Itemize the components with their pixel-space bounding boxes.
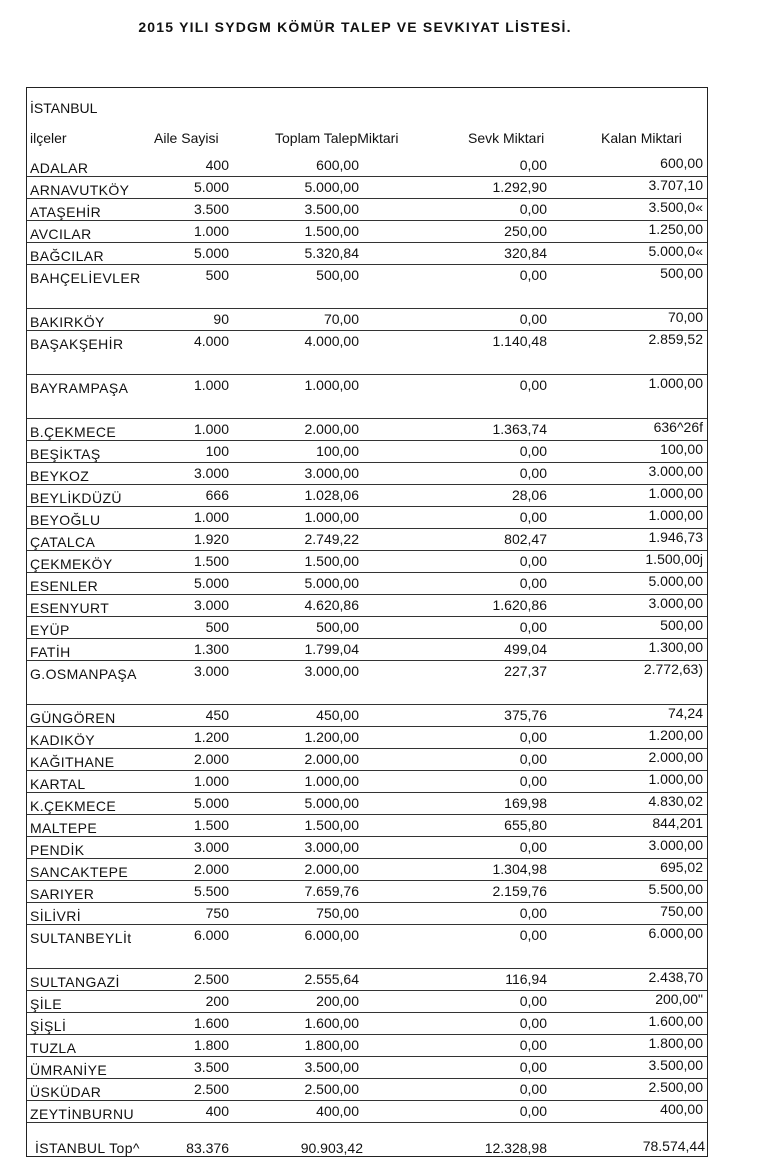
district-name: SULTANBEYLİt [30, 930, 132, 946]
family-count: 1.920 [193, 531, 229, 547]
family-count: 5.000 [193, 795, 229, 811]
table-row [27, 925, 707, 969]
district-name: BEŞİKTAŞ [30, 446, 101, 462]
remaining-amount: 2.500,00 [648, 1079, 703, 1095]
remaining-amount: 200,00" [655, 991, 703, 1007]
district-name: ZEYTİNBURNU [30, 1106, 134, 1122]
district-name: ATAŞEHİR [30, 204, 102, 220]
remaining-amount: 1.000,00 [648, 485, 703, 501]
shipped-amount: 499,04 [504, 641, 547, 657]
table-row [27, 749, 707, 771]
table-row [27, 991, 707, 1013]
total-demand: 70,00 [323, 311, 359, 327]
district-name: ADALAR [30, 160, 89, 176]
remaining-amount: 1.000,00 [648, 771, 703, 787]
header-remaining: Kalan Miktari [601, 130, 682, 146]
district-name: ŞİLE [30, 996, 62, 1012]
total-demand: 1.200,00 [304, 729, 359, 745]
table-row [27, 463, 707, 485]
table-row [27, 771, 707, 793]
remaining-amount: 400,00 [660, 1101, 703, 1117]
remaining-amount: 74,24 [667, 705, 703, 721]
family-count: 400 [205, 1103, 229, 1119]
header-shipped: Sevk Miktari [468, 130, 545, 146]
remaining-amount: 600,00 [660, 155, 703, 171]
district-name: TUZLA [30, 1040, 77, 1056]
shipped-amount: 0,00 [519, 201, 547, 217]
total-demand: 5.000,00 [304, 575, 359, 591]
total-demand: 2.500,00 [304, 1081, 359, 1097]
family-count: 3.000 [193, 597, 229, 613]
family-count: 1.000 [193, 773, 229, 789]
remaining-amount: 1.200,00 [648, 727, 703, 743]
total-demand: 3.000,00 [304, 465, 359, 481]
remaining-amount: 695,02 [660, 859, 703, 875]
shipped-amount: 2.159,76 [492, 883, 547, 899]
family-count: 5.000 [193, 179, 229, 195]
total-demand: 90.903,42 [300, 1140, 363, 1156]
family-count: 1.300 [193, 641, 229, 657]
family-count: 6.000 [193, 927, 229, 943]
shipped-amount: 0,00 [519, 773, 547, 789]
table-row [27, 221, 707, 243]
shipped-amount: 0,00 [519, 839, 547, 855]
total-demand: 3.500,00 [304, 201, 359, 217]
remaining-amount: 750,00 [660, 903, 703, 919]
total-demand: 1.600,00 [304, 1015, 359, 1031]
district-name: BAĞCILAR [30, 248, 104, 264]
district-name: ÜSKÜDAR [30, 1084, 102, 1100]
total-demand: 3.500,00 [304, 1059, 359, 1075]
table-row [27, 1057, 707, 1079]
table-row [27, 331, 707, 375]
shipped-amount: 0,00 [519, 267, 547, 283]
family-count: 1.200 [193, 729, 229, 745]
shipped-amount: 0,00 [519, 1037, 547, 1053]
remaining-amount: 5.500,00 [648, 881, 703, 897]
district-name: ÇEKMEKÖY [30, 556, 113, 572]
table-row [27, 1101, 707, 1123]
remaining-amount: 1.300,00 [648, 639, 703, 655]
total-label: İSTANBUL Top^ [35, 1140, 140, 1156]
district-name: EYÜP [30, 622, 70, 638]
shipped-amount: 0,00 [519, 509, 547, 525]
shipped-amount: 0,00 [519, 927, 547, 943]
table-row [27, 595, 707, 617]
shipped-amount: 0,00 [519, 157, 547, 173]
total-demand: 200,00 [316, 993, 359, 1009]
family-count: 750 [205, 905, 229, 921]
table-row [27, 639, 707, 661]
family-count: 3.000 [193, 663, 229, 679]
shipped-amount: 250,00 [504, 223, 547, 239]
total-demand: 1.500,00 [304, 553, 359, 569]
remaining-amount: 844,201 [652, 815, 703, 831]
remaining-amount: 1.250,00 [648, 221, 703, 237]
total-demand: 2.749,22 [304, 531, 359, 547]
shipped-amount: 0,00 [519, 905, 547, 921]
remaining-amount: 500,00 [660, 617, 703, 633]
table-row [27, 969, 707, 991]
remaining-amount: 1.500,00j [645, 551, 703, 567]
family-count: 4.000 [193, 333, 229, 349]
district-name: MALTEPE [30, 820, 98, 836]
district-name: G.OSMANPAŞA [30, 666, 137, 682]
remaining-amount: 1.946,73 [648, 529, 703, 545]
family-count: 1.800 [193, 1037, 229, 1053]
shipped-amount: 0,00 [519, 443, 547, 459]
district-name: ÇATALCA [30, 534, 96, 550]
shipped-amount: 227,37 [504, 663, 547, 679]
district-name: AVCILAR [30, 226, 92, 242]
table-row [27, 177, 707, 199]
district-name: KAĞITHANE [30, 754, 115, 770]
total-demand: 3.000,00 [304, 839, 359, 855]
shipped-amount: 28,06 [511, 487, 547, 503]
district-name: GÜNGÖREN [30, 710, 116, 726]
district-name: BEYKOZ [30, 468, 90, 484]
table-row [27, 419, 707, 441]
remaining-amount: 3.707,10 [648, 177, 703, 193]
table-row [27, 727, 707, 749]
family-count: 500 [205, 619, 229, 635]
total-demand: 1.000,00 [304, 509, 359, 525]
table-row [27, 1013, 707, 1035]
remaining-amount: 4.830,02 [648, 793, 703, 809]
total-demand: 750,00 [316, 905, 359, 921]
document-title: 2015 YILI SYDGM KÖMÜR TALEP VE SEVKIYAT LİSTESİ. [138, 19, 572, 35]
table-row [27, 617, 707, 639]
remaining-amount: 6.000,00 [648, 925, 703, 941]
table-row [27, 903, 707, 925]
district-name: SANCAKTEPE [30, 864, 129, 880]
remaining-amount: 2.859,52 [648, 331, 703, 347]
total-demand: 6.000,00 [304, 927, 359, 943]
shipped-amount: 0,00 [519, 377, 547, 393]
shipped-amount: 1.363,74 [492, 421, 547, 437]
family-count: 2.000 [193, 861, 229, 877]
total-demand: 600,00 [316, 157, 359, 173]
table-row [27, 1035, 707, 1057]
remaining-amount: 2.772,63) [643, 661, 703, 677]
shipped-amount: 802,47 [504, 531, 547, 547]
total-demand: 500,00 [316, 267, 359, 283]
remaining-amount: 1.000,00 [648, 507, 703, 523]
total-demand: 2.555,64 [304, 971, 359, 987]
header-family-count: Aile Sayisi [154, 130, 219, 146]
table-row [27, 309, 707, 331]
remaining-amount: 3.500,0« [648, 199, 703, 215]
remaining-amount: 70,00 [667, 309, 703, 325]
district-name: KADIKÖY [30, 732, 96, 748]
total-demand: 1.500,00 [304, 223, 359, 239]
total-shipped: 12.328,98 [484, 1140, 547, 1156]
table-row [27, 859, 707, 881]
shipped-amount: 320,84 [504, 245, 547, 261]
total-demand: 5.320,84 [304, 245, 359, 261]
remaining-amount: 100,00 [660, 441, 703, 457]
shipped-amount: 0,00 [519, 465, 547, 481]
total-demand: 5.000,00 [304, 795, 359, 811]
remaining-amount: 500,00 [660, 265, 703, 281]
shipped-amount: 0,00 [519, 1081, 547, 1097]
table-body [27, 155, 707, 1123]
shipped-amount: 0,00 [519, 553, 547, 569]
remaining-amount: 5.000,00 [648, 573, 703, 589]
total-demand: 2.000,00 [304, 751, 359, 767]
coal-distribution-table [26, 87, 708, 1157]
family-count: 2.000 [193, 751, 229, 767]
total-demand: 1.500,00 [304, 817, 359, 833]
family-count: 500 [205, 267, 229, 283]
shipped-amount: 0,00 [519, 1015, 547, 1031]
shipped-amount: 169,98 [504, 795, 547, 811]
shipped-amount: 1.292,90 [492, 179, 547, 195]
family-count: 1.000 [193, 421, 229, 437]
total-demand: 450,00 [316, 707, 359, 723]
family-count: 1.000 [193, 223, 229, 239]
table-row [27, 793, 707, 815]
table-row [27, 375, 707, 419]
family-count: 1.600 [193, 1015, 229, 1031]
family-count: 100 [205, 443, 229, 459]
remaining-amount: 5.000,0« [648, 243, 703, 259]
shipped-amount: 1.140,48 [492, 333, 547, 349]
family-count: 5.500 [193, 883, 229, 899]
shipped-amount: 0,00 [519, 575, 547, 591]
shipped-amount: 375,76 [504, 707, 547, 723]
table-row [27, 243, 707, 265]
remaining-amount: 2.438,70 [648, 969, 703, 985]
district-name: BAŞAKŞEHİR [30, 336, 124, 352]
table-row [27, 837, 707, 859]
remaining-amount: 1.000,00 [648, 375, 703, 391]
header-total-demand: Toplam TalepMiktari [275, 130, 399, 146]
table-row [27, 529, 707, 551]
table-row [27, 881, 707, 903]
remaining-amount: 3.000,00 [648, 463, 703, 479]
table-row [27, 265, 707, 309]
table-row [27, 155, 707, 177]
district-name: BAHÇELİEVLER [30, 270, 141, 286]
total-demand: 7.659,76 [304, 883, 359, 899]
family-count: 1.000 [193, 377, 229, 393]
district-name: BAYRAMPAŞA [30, 380, 129, 396]
table-row [27, 815, 707, 837]
total-demand: 400,00 [316, 1103, 359, 1119]
family-count: 400 [205, 157, 229, 173]
shipped-amount: 1.304,98 [492, 861, 547, 877]
district-name: ESENLER [30, 578, 99, 594]
family-count: 2.500 [193, 1081, 229, 1097]
shipped-amount: 1.620,86 [492, 597, 547, 613]
district-name: SULTANGAZİ [30, 974, 120, 990]
family-count: 1.500 [193, 553, 229, 569]
total-remaining: 78.574,44 [642, 1138, 705, 1154]
family-count: 90 [213, 311, 229, 327]
shipped-amount: 0,00 [519, 1103, 547, 1119]
family-count: 3.500 [193, 201, 229, 217]
district-name: ŞİŞLİ [30, 1018, 67, 1034]
remaining-amount: 3.000,00 [648, 837, 703, 853]
shipped-amount: 116,94 [505, 971, 547, 987]
total-demand: 1.799,04 [304, 641, 359, 657]
table-header-row [27, 130, 709, 150]
district-name: ÜMRANİYE [30, 1062, 108, 1078]
remaining-amount: 1.800,00 [648, 1035, 703, 1051]
total-demand: 500,00 [316, 619, 359, 635]
total-demand: 1.028,06 [304, 487, 359, 503]
province-label: İSTANBUL [30, 100, 98, 116]
remaining-amount: 1.600,00 [648, 1013, 703, 1029]
total-demand: 100,00 [316, 443, 359, 459]
total-demand: 1.800,00 [304, 1037, 359, 1053]
district-name: FATİH [30, 644, 71, 660]
district-name: K.ÇEKMECE [30, 798, 117, 814]
table-row [27, 199, 707, 221]
shipped-amount: 0,00 [519, 619, 547, 635]
family-count: 1.000 [193, 509, 229, 525]
total-demand: 2.000,00 [304, 861, 359, 877]
family-count: 1.500 [193, 817, 229, 833]
family-count: 5.000 [193, 245, 229, 261]
remaining-amount: 3.500,00 [648, 1057, 703, 1073]
total-row [27, 1134, 707, 1160]
table-row [27, 441, 707, 463]
family-count: 5.000 [193, 575, 229, 591]
district-name: BAKIRKÖY [30, 314, 105, 330]
district-name: SİLİVRİ [30, 908, 82, 924]
family-count: 3.000 [193, 839, 229, 855]
shipped-amount: 0,00 [519, 729, 547, 745]
district-name: KARTAL [30, 776, 86, 792]
shipped-amount: 0,00 [519, 311, 547, 327]
table-row [27, 1079, 707, 1101]
table-row [27, 573, 707, 595]
total-demand: 1.000,00 [304, 773, 359, 789]
table-row [27, 485, 707, 507]
district-name: BEYOĞLU [30, 512, 101, 528]
total-demand: 4.000,00 [304, 333, 359, 349]
family-count: 3.500 [193, 1059, 229, 1075]
header-district: ilçeler [30, 130, 67, 146]
total-demand: 2.000,00 [304, 421, 359, 437]
total-demand: 5.000,00 [304, 179, 359, 195]
district-name: ESENYURT [30, 600, 110, 616]
district-name: SARIYER [30, 886, 95, 902]
district-name: BEYLİKDÜZÜ [30, 490, 122, 506]
family-count: 3.000 [193, 465, 229, 481]
table-row [27, 661, 707, 705]
family-count: 200 [205, 993, 229, 1009]
family-count: 666 [205, 487, 229, 503]
total-demand: 3.000,00 [304, 663, 359, 679]
shipped-amount: 655,80 [504, 817, 547, 833]
shipped-amount: 0,00 [519, 751, 547, 767]
total-demand: 4.620,86 [304, 597, 359, 613]
remaining-amount: 2.000,00 [648, 749, 703, 765]
family-count: 2.500 [193, 971, 229, 987]
total-family-count: 83.376 [186, 1140, 229, 1156]
district-name: B.ÇEKMECE [30, 424, 117, 440]
remaining-amount: 3.000,00 [648, 595, 703, 611]
table-row [27, 551, 707, 573]
district-name: ARNAVUTKÖY [30, 182, 130, 198]
remaining-amount: 636^26f [653, 419, 703, 435]
family-count: 450 [205, 707, 229, 723]
table-row [27, 507, 707, 529]
total-demand: 1.000,00 [304, 377, 359, 393]
shipped-amount: 0,00 [519, 993, 547, 1009]
shipped-amount: 0,00 [519, 1059, 547, 1075]
district-name: PENDİK [30, 842, 85, 858]
table-row [27, 705, 707, 727]
